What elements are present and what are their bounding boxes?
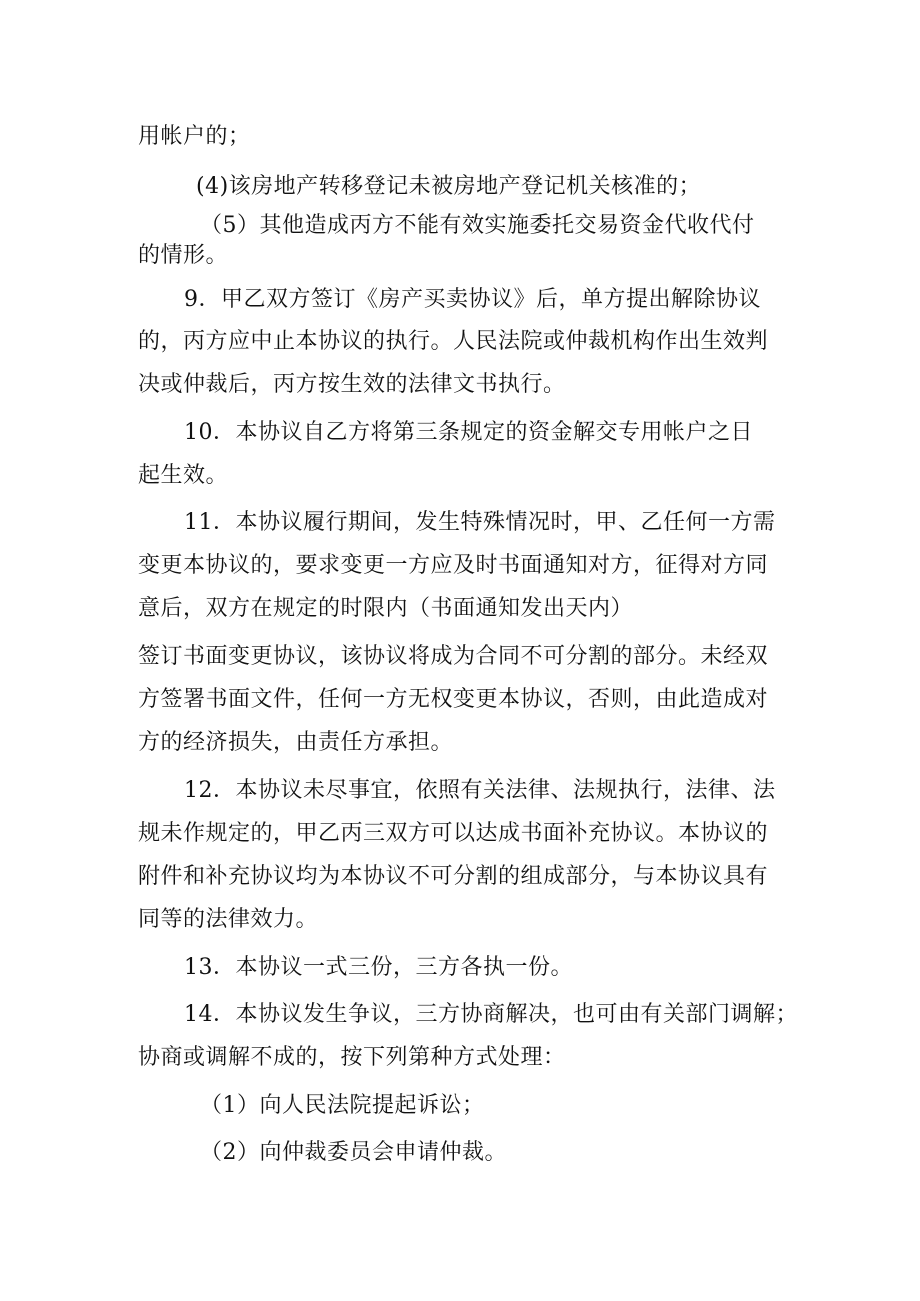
text-line: 9．甲乙双方签订《房产买卖协议》后，单方提出解除协议: [184, 287, 761, 312]
text-line: 14．本协议发生争议，三方协商解决，也可由有关部门调解；: [184, 1002, 798, 1027]
text-line: （5）其他造成丙方不能有效实施委托交易资金代收代付: [200, 213, 755, 238]
text-line: 同等的法律效力。: [138, 907, 319, 932]
text-line: （2）向仲裁委员会申请仲裁。: [200, 1140, 507, 1165]
text-line: 的情形。: [138, 243, 229, 268]
text-line: 起生效。: [138, 463, 229, 488]
text-line: 方签署书面文件，任何一方无权变更本协议，否则，由此造成对: [138, 687, 769, 712]
text-line: 变更本协议的，要求变更一方应及时书面通知对方，征得对方同: [138, 553, 769, 578]
text-line: 11．本协议履行期间，发生特殊情况时，甲、乙任何一方需: [184, 510, 776, 535]
text-line: 的，丙方应中止本协议的执行。人民法院或仲裁机构作出生效判: [138, 329, 769, 354]
text-line: 意后，双方在规定的时限内（书面通知发出天内）: [138, 596, 634, 621]
text-line: 12．本协议未尽事宜，依照有关法律、法规执行，法律、法: [184, 778, 776, 803]
text-line: (4)该房地产转移登记未被房地产登记机关核准的；: [196, 174, 702, 199]
text-line: 方的经济损失，由责任方承担。: [138, 730, 454, 755]
text-line: 规未作规定的，甲乙丙三双方可以达成书面补充协议。本协议的: [138, 821, 769, 846]
text-line: 用帐户的；: [138, 124, 251, 149]
text-line: 决或仲裁后，丙方按生效的法律文书执行。: [138, 372, 566, 397]
text-line: 附件和补充协议均为本协议不可分割的组成部分，与本协议具有: [138, 864, 769, 889]
text-line: 10．本协议自乙方将第三条规定的资金解交专用帐户之日: [184, 420, 753, 445]
text-line: 签订书面变更协议，该协议将成为合同不可分割的部分。未经双: [138, 644, 769, 669]
text-line: （1）向人民法院提起诉讼；: [200, 1093, 485, 1118]
text-line: 协商或调解不成的，按下列第种方式处理：: [138, 1045, 566, 1070]
text-line: 13．本协议一式三份，三方各执一份。: [184, 955, 573, 980]
